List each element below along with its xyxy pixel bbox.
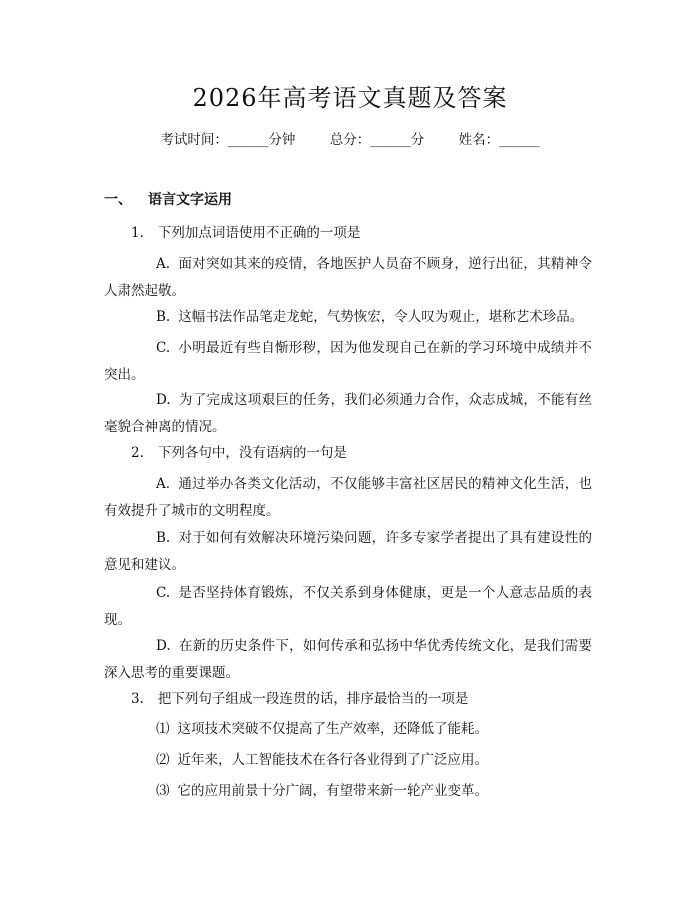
option-letter: A. (156, 256, 171, 272)
name-label: 姓名： (458, 132, 500, 148)
question-number: 3. (131, 691, 144, 707)
sentence-text: 近年来，人工智能技术在各行各业得到了广泛应用。 (177, 752, 488, 768)
question-text: 下列加点词语使用不正确的一项是 (157, 225, 361, 241)
question-stem (131, 689, 468, 709)
sentence-text: 它的应用前景十分广阔，有望带来新一轮产业变革。 (177, 783, 488, 799)
option-text: 小明最近有些自惭形秽，因为他发现自己在新的学习环境中成绩并不突出。 (104, 340, 592, 383)
question-number: 2. (131, 445, 144, 461)
section-heading (104, 190, 232, 210)
option-letter: B. (156, 309, 171, 325)
page-title: 2026年高考语文真题及答案 (192, 84, 508, 112)
ordering-sentence (156, 781, 488, 801)
option-text: 对于如何有效解决环境污染问题，许多专家学者提出了具有建设性的意见和建议。 (104, 530, 592, 573)
answer-option (104, 471, 592, 525)
time-unit: 分钟 (268, 132, 296, 148)
ordering-sentence (156, 750, 488, 770)
question-text: 下列各句中，没有语病的一句是 (157, 445, 347, 461)
answer-option (104, 304, 592, 331)
question-number: 1. (131, 225, 144, 241)
question-stem (131, 223, 360, 243)
option-text: 面对突如其来的疫情，各地医护人员奋不顾身，逆行出征，其精神令人肃然起敬。 (104, 256, 592, 299)
section-number: 一、 (104, 192, 132, 208)
option-letter: A. (156, 476, 171, 492)
answer-option (104, 580, 592, 634)
question-text: 把下列句子组成一段连贯的话，排序最恰当的一项是 (157, 691, 469, 707)
sentence-number: ⑶ (156, 783, 170, 799)
ordering-sentence (156, 719, 488, 739)
time-label: 考试时间： (160, 132, 228, 148)
sentence-number: ⑴ (156, 721, 170, 737)
option-letter: C. (156, 585, 171, 601)
question-stem (131, 443, 347, 463)
section-title: 语言文字运用 (148, 192, 232, 208)
exam-info-line (0, 130, 700, 150)
option-letter: B. (156, 530, 171, 546)
sentence-number: ⑵ (156, 752, 170, 768)
answer-option (104, 251, 592, 305)
option-letter: C. (156, 340, 171, 356)
answer-option (104, 525, 592, 579)
option-letter: D. (156, 638, 171, 654)
option-letter: D. (156, 392, 171, 408)
name-blank: ______ (499, 132, 540, 148)
time-blank: ______ (227, 132, 269, 148)
sentence-text: 这项技术突破不仅提高了生产效率，还降低了能耗。 (177, 721, 488, 737)
answer-option (104, 335, 592, 389)
answer-option (104, 633, 592, 687)
score-blank: ______ (370, 132, 411, 148)
option-text: 为了完成这项艰巨的任务，我们必须通力合作，众志成城，不能有丝毫貌合神离的情况。 (104, 392, 592, 435)
option-text: 是否坚持体育锻炼，不仅关系到身体健康，更是一个人意志品质的表现。 (104, 585, 592, 628)
score-unit: 分 (410, 132, 425, 148)
score-label: 总分： (329, 132, 371, 148)
option-text: 通过举办各类文化活动，不仅能够丰富社区居民的精神文化生活，也有效提升了城市的文明程度。 (104, 476, 592, 519)
option-text: 这幅书法作品笔走龙蛇，气势恢宏，令人叹为观止，堪称艺术珍品。 (178, 309, 584, 325)
answer-option (104, 387, 592, 441)
option-text: 在新的历史条件下，如何传承和弘扬中华优秀传统文化，是我们需要深入思考的重要课题。 (104, 638, 592, 681)
